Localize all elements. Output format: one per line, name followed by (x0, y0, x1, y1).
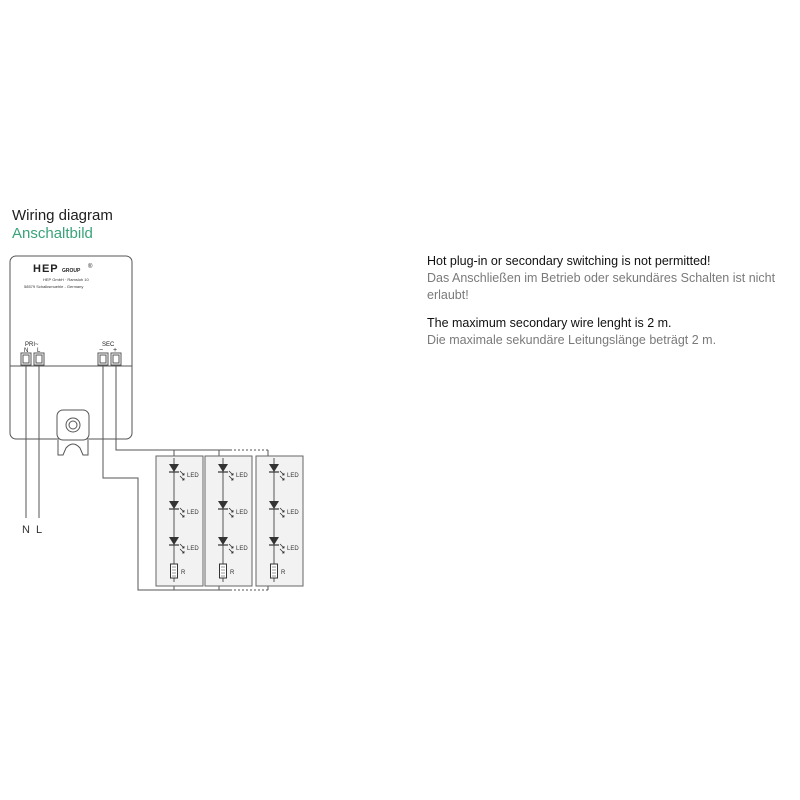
pri-l-label: L (37, 348, 41, 354)
resistor-label: R (281, 570, 286, 576)
led-label: LED (287, 546, 299, 552)
warning-hot-plug (427, 253, 797, 304)
led-label: LED (287, 510, 299, 516)
note-wire-length-en: The maximum secondary wire lenght is 2 m. (427, 316, 672, 330)
address-line: 58579 Schalksmuehle - Germany (24, 284, 84, 289)
diagram-title: Wiring diagram (12, 207, 113, 224)
warning-hot-plug-en: Hot plug-in or secondary switching is not permitted! (427, 254, 711, 268)
led-strip-module (256, 456, 303, 586)
note-wire-length-de: Die maximale sekundäre Leitungslänge beträgt 2 m. (427, 333, 717, 347)
resistor-label: R (230, 570, 235, 576)
led-label: LED (287, 473, 299, 479)
resistor-label: R (181, 570, 186, 576)
company-line: HEP GmbH · Ramsloh 10 (43, 277, 89, 282)
pri-n-label: N (24, 348, 29, 354)
pri-label: PRI~ (25, 342, 39, 348)
led-label: LED (236, 546, 248, 552)
mains-l-label: L (36, 524, 43, 536)
sec-plus-label: + (113, 347, 118, 354)
diagram-title-german: Anschaltbild (12, 225, 93, 242)
svg-text:®: ® (88, 264, 93, 270)
notes-panel (427, 253, 797, 349)
led-label: LED (187, 473, 199, 479)
led-strip-module (205, 456, 252, 586)
sec-label: SEC (102, 342, 115, 348)
led-strip-module (156, 456, 203, 586)
warning-hot-plug-de: Das Anschließen im Betrieb oder sekundäres Schalten ist nicht erlaubt! (427, 271, 776, 302)
led-label: LED (236, 473, 248, 479)
note-wire-length (427, 315, 797, 349)
svg-text:GROUP: GROUP (62, 268, 81, 274)
led-label: LED (236, 510, 248, 516)
mains-n-label: N (22, 524, 30, 536)
led-label: LED (187, 546, 199, 552)
led-label: LED (187, 510, 199, 516)
sec-minus-label: − (99, 347, 104, 354)
mounting-lug (57, 410, 89, 455)
svg-text:HEP: HEP (33, 263, 59, 275)
